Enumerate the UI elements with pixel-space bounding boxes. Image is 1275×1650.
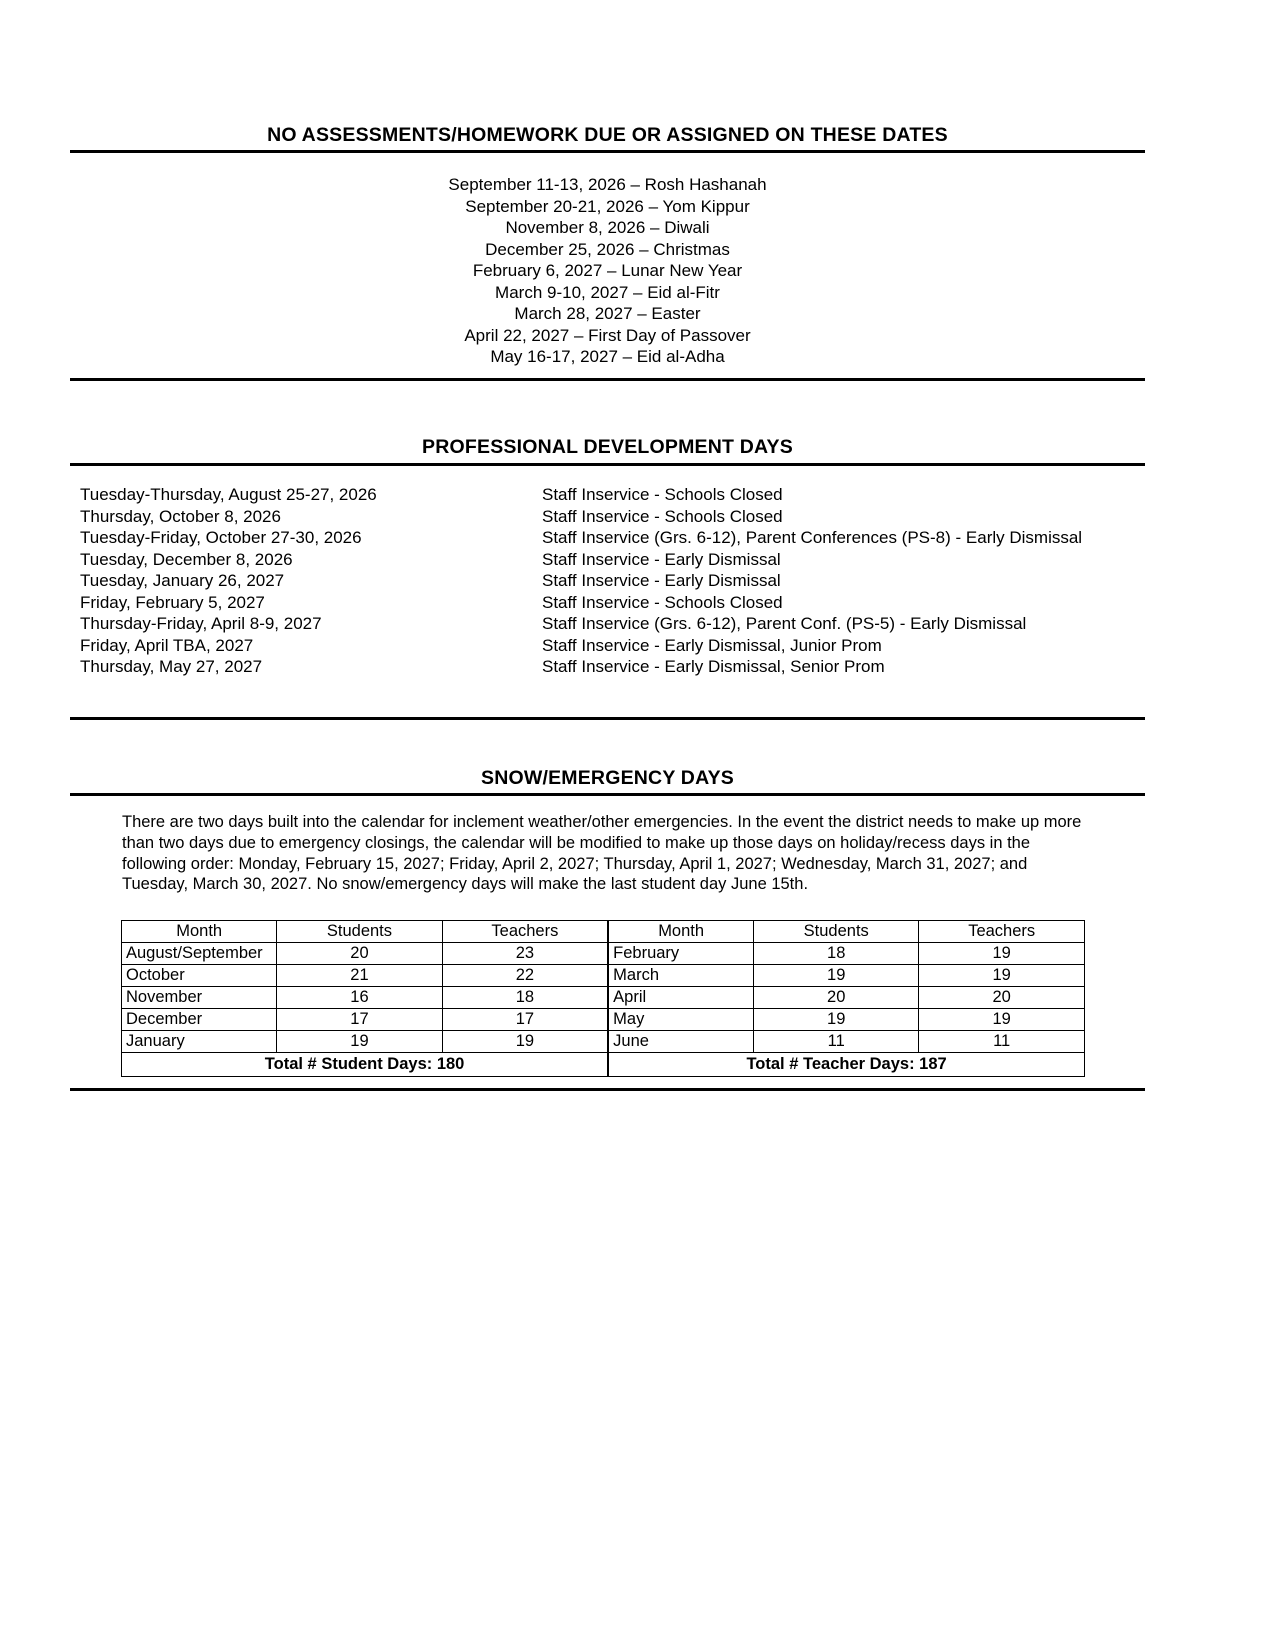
holiday-date-line: March 28, 2027 – Easter xyxy=(514,304,701,323)
days-table-month: February xyxy=(608,943,753,965)
divider-rule-5 xyxy=(70,793,1145,796)
days-table-teachers: 17 xyxy=(442,1009,608,1031)
days-table-students: 18 xyxy=(754,943,919,965)
days-table-students: 19 xyxy=(754,1009,919,1031)
days-table-students: 19 xyxy=(754,965,919,987)
days-table-column-header: Students xyxy=(754,921,919,943)
snow-emergency-heading: SNOW/EMERGENCY DAYS xyxy=(480,767,734,789)
pd-description: Staff Inservice (Grs. 6-12), Parent Conf. (PS-5) - Early Dismissal xyxy=(542,614,1027,633)
snow-emergency-paragraph: There are two days built into the calendar for inclement weather/other emergencies. In the event the district needs to make up more than two days due to emergency closings, the calendar will be modified to make up those days on holiday/recess days in the following order: Monday, February 15, 2027; Friday, April 2, 2027; Thursday, April 1, 2027; Wednesday, March 31, 2027; and Tuesday, March 30, 2027. No snow/emergency days will make the last student day June 15th. xyxy=(122,813,1082,894)
professional-development-heading: PROFESSIONAL DEVELOPMENT DAYS xyxy=(422,436,793,458)
days-table-row xyxy=(122,943,1085,965)
holiday-date-line: April 22, 2027 – First Day of Passover xyxy=(464,325,751,345)
days-table-teachers: 18 xyxy=(442,987,608,1009)
days-table-month: November xyxy=(122,987,277,1009)
days-table-column-header: Teachers xyxy=(919,921,1085,943)
days-table-row xyxy=(122,1031,1085,1053)
pd-date: Tuesday-Friday, October 27-30, 2026 xyxy=(80,528,362,547)
days-table-column-header: Students xyxy=(277,921,442,943)
days-table-month: October xyxy=(122,965,277,987)
pd-date: Thursday, October 8, 2026 xyxy=(80,506,281,526)
pd-description: Staff Inservice - Early Dismissal, Senior Prom xyxy=(542,657,885,676)
student-teacher-days-table xyxy=(121,920,1085,1077)
days-table-students: 19 xyxy=(277,1031,442,1053)
divider-rule-3 xyxy=(70,463,1145,466)
days-table-students: 16 xyxy=(277,987,442,1009)
pd-row xyxy=(80,549,1145,571)
days-table-total-row xyxy=(122,1053,1085,1077)
days-table-month: April xyxy=(608,987,753,1009)
total-teacher-days: Total # Teacher Days: 187 xyxy=(608,1053,1084,1077)
pd-row xyxy=(80,506,1145,528)
holiday-dates-list xyxy=(70,174,1145,368)
days-table-teachers: 19 xyxy=(442,1031,608,1053)
divider-rule-1 xyxy=(70,150,1145,153)
pd-description: Staff Inservice - Schools Closed xyxy=(542,506,783,526)
holiday-date-line: March 9-10, 2027 – Eid al-Fitr xyxy=(495,282,720,302)
days-table-teachers: 23 xyxy=(442,943,608,965)
pd-description: Staff Inservice - Schools Closed xyxy=(542,485,783,504)
days-table-students: 20 xyxy=(754,987,919,1009)
days-table-column-header: Month xyxy=(608,921,753,943)
pd-date: Thursday-Friday, April 8-9, 2027 xyxy=(80,614,322,633)
days-table-teachers: 19 xyxy=(919,965,1085,987)
professional-development-table xyxy=(80,484,1145,678)
pd-row xyxy=(80,484,1145,506)
holiday-date-line: December 25, 2026 – Christmas xyxy=(485,239,730,259)
days-table-teachers: 19 xyxy=(919,943,1085,965)
days-table-month: January xyxy=(122,1031,277,1053)
days-table-month: August/September xyxy=(122,943,277,965)
pd-row xyxy=(80,613,1145,635)
days-table-month: March xyxy=(608,965,753,987)
days-table-teachers: 22 xyxy=(442,965,608,987)
days-table-students: 20 xyxy=(277,943,442,965)
pd-description: Staff Inservice - Early Dismissal, Junior Prom xyxy=(542,635,882,655)
pd-row xyxy=(80,570,1145,592)
days-table-teachers: 19 xyxy=(919,1009,1085,1031)
days-table-month: June xyxy=(608,1031,753,1053)
days-table-month: May xyxy=(608,1009,753,1031)
divider-rule-4 xyxy=(70,717,1145,720)
total-student-days: Total # Student Days: 180 xyxy=(122,1053,609,1077)
pd-row xyxy=(80,592,1145,614)
days-table-header-row xyxy=(122,921,1085,943)
pd-date: Tuesday, December 8, 2026 xyxy=(80,549,293,569)
days-table-students: 21 xyxy=(277,965,442,987)
days-table-teachers: 11 xyxy=(919,1031,1085,1053)
days-table-row xyxy=(122,965,1085,987)
holiday-date-line: February 6, 2027 – Lunar New Year xyxy=(472,261,743,280)
holiday-date-line: May 16-17, 2027 – Eid al-Adha xyxy=(490,347,725,366)
no-assessments-heading: NO ASSESSMENTS/HOMEWORK DUE OR ASSIGNED ON THESE DATES xyxy=(267,124,948,146)
days-table-month: December xyxy=(122,1009,277,1031)
pd-date: Thursday, May 27, 2027 xyxy=(80,657,263,676)
pd-date: Tuesday, January 26, 2027 xyxy=(80,571,285,590)
pd-row xyxy=(80,656,1145,678)
divider-rule-2 xyxy=(70,378,1145,381)
pd-row xyxy=(80,527,1145,549)
pd-date: Friday, February 5, 2027 xyxy=(80,592,265,612)
holiday-date-line: November 8, 2026 – Diwali xyxy=(505,218,710,237)
holiday-date-line: September 11-13, 2026 – Rosh Hashanah xyxy=(448,175,767,194)
divider-rule-6 xyxy=(70,1088,1145,1091)
pd-description: Staff Inservice - Early Dismissal xyxy=(542,571,781,590)
days-table-students: 11 xyxy=(754,1031,919,1053)
days-table-teachers: 20 xyxy=(919,987,1085,1009)
pd-description: Staff Inservice - Early Dismissal xyxy=(542,549,781,569)
days-table-row xyxy=(122,1009,1085,1031)
days-table-column-header: Teachers xyxy=(442,921,608,943)
pd-description: Staff Inservice - Schools Closed xyxy=(542,592,783,612)
pd-date: Friday, April TBA, 2027 xyxy=(80,635,254,655)
holiday-date-line: September 20-21, 2026 – Yom Kippur xyxy=(465,196,750,216)
days-table-row xyxy=(122,987,1085,1009)
days-table-students: 17 xyxy=(277,1009,442,1031)
days-table-column-header: Month xyxy=(122,921,277,943)
pd-date: Tuesday-Thursday, August 25-27, 2026 xyxy=(80,485,377,504)
pd-row xyxy=(80,635,1145,657)
pd-description: Staff Inservice (Grs. 6-12), Parent Conferences (PS-8) - Early Dismissal xyxy=(542,528,1083,547)
